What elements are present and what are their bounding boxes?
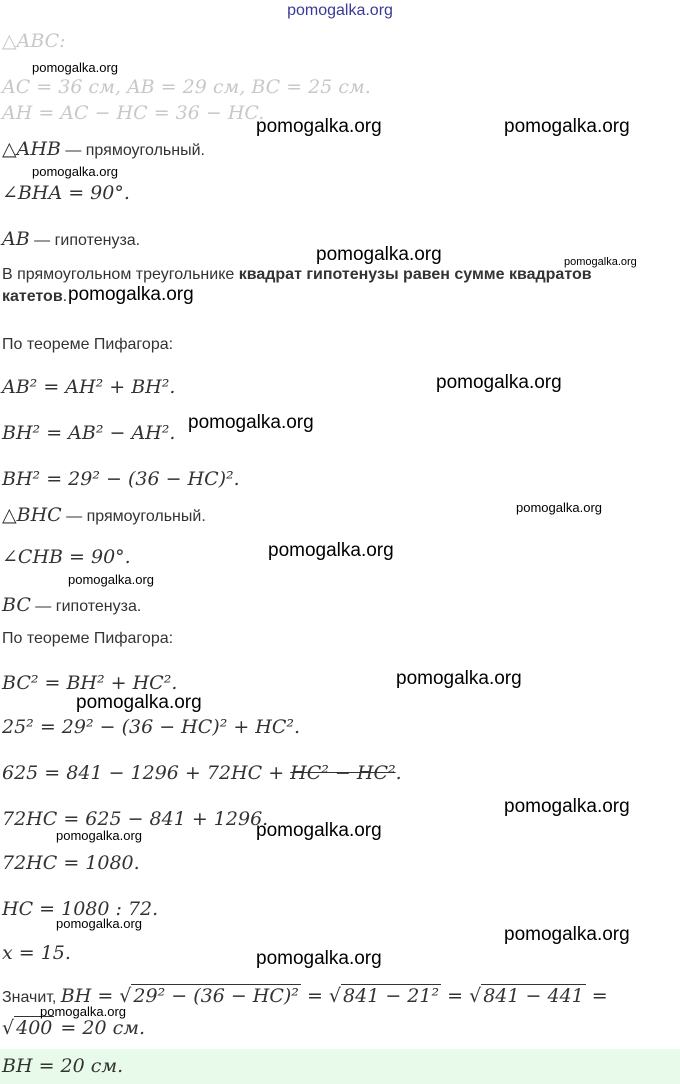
conclusion-result: = 20 см. xyxy=(54,1017,146,1039)
watermark: pomogalka.org xyxy=(68,572,154,587)
hypotenuse-bc-math: BC xyxy=(2,594,31,616)
watermark: pomogalka.org xyxy=(56,916,142,931)
watermark: pomogalka.org xyxy=(504,116,630,137)
triangle-abc-heading: △ABC: xyxy=(2,30,66,52)
equation-1: AB² = AH² + BH². xyxy=(2,376,176,398)
watermark: pomogalka.org xyxy=(504,924,630,945)
given-sides: AC = 36 см, AB = 29 см, BC = 25 см. xyxy=(2,76,371,98)
rule-end: . xyxy=(62,288,68,305)
equation-9: HC = 1080 : 72. xyxy=(2,898,159,920)
conclusion-math-4: = xyxy=(585,985,608,1007)
hypotenuse-bc xyxy=(2,594,141,616)
watermark: pomogalka.org xyxy=(256,116,382,137)
by-pythagoras-1: По теореме Пифагора: xyxy=(2,336,174,353)
watermark: pomogalka.org xyxy=(516,500,602,515)
cancelled-terms: HC² − HC² xyxy=(290,762,396,784)
radicand-400: 400 xyxy=(16,1017,53,1039)
triangle-bhc-math: △BHC xyxy=(2,504,62,526)
triangle-ahb-statement xyxy=(2,138,205,160)
equation-8: 72HC = 1080. xyxy=(2,852,140,874)
watermark: pomogalka.org xyxy=(76,692,202,713)
answer-box xyxy=(0,1049,680,1084)
triangle-ahb-text: — прямоугольный. xyxy=(60,142,205,159)
watermark: pomogalka.org xyxy=(56,828,142,843)
watermark: pomogalka.org xyxy=(188,412,314,433)
rule-bold-1: квадрат гипотенузы равен сумме квадратов xyxy=(238,266,592,283)
equation-7: 72HC = 625 − 841 + 1296. xyxy=(2,808,269,830)
watermark: pomogalka.org xyxy=(68,284,194,305)
equation-4: BC² = BH² + HC². xyxy=(2,672,178,694)
equation-5: 25² = 29² − (36 − HC)² + HC². xyxy=(2,716,301,738)
triangle-ahb-math: △AHB xyxy=(2,138,61,160)
radicand-2: 841 − 21² xyxy=(343,985,440,1007)
equation-6-end: . xyxy=(395,762,402,784)
triangle-bhc-text: — прямоугольный. xyxy=(61,508,206,525)
hypotenuse-ab-text: — гипотенуза. xyxy=(29,232,141,249)
sqrt-symbol: √ xyxy=(2,1017,15,1039)
watermark: pomogalka.org xyxy=(256,820,382,841)
watermark: pomogalka.org xyxy=(396,668,522,689)
watermark: pomogalka.org xyxy=(564,256,637,268)
rule-bold-2: катетов xyxy=(2,288,63,305)
conclusion-math-3: = √ xyxy=(441,985,482,1007)
conclusion-math-2: = √ xyxy=(300,985,342,1007)
watermark: pomogalka.org xyxy=(316,244,442,265)
angle-bha: ∠BHA = 90°. xyxy=(2,182,130,204)
equation-2: BH² = AB² − AH². xyxy=(2,422,176,444)
watermark: pomogalka.org xyxy=(40,1004,126,1019)
watermark: pomogalka.org xyxy=(504,796,630,817)
watermark: pomogalka.org xyxy=(256,948,382,969)
equation-6-main: 625 = 841 − 1296 + 72HC + xyxy=(2,762,291,784)
watermark: pomogalka.org xyxy=(32,60,118,75)
conclusion-line-2 xyxy=(2,1016,145,1039)
radicand-1: 29² − (36 − HC)² xyxy=(133,985,299,1007)
equation-3: BH² = 29² − (36 − HC)². xyxy=(2,468,240,490)
watermark: pomogalka.org xyxy=(32,164,118,179)
conclusion-math-1: BH = √ xyxy=(60,985,132,1007)
conclusion-word: Значит, xyxy=(2,989,61,1006)
hypotenuse-ab-math: AB xyxy=(2,228,30,250)
equation-10: x = 15. xyxy=(2,942,71,964)
answer-text: BH = 20 см. xyxy=(2,1055,124,1077)
ah-expression: AH = AC − HC = 36 − HC. xyxy=(2,102,265,124)
angle-chb: ∠CHB = 90°. xyxy=(2,546,131,568)
equation-6 xyxy=(2,762,402,784)
watermark: pomogalka.org xyxy=(268,540,394,561)
hypotenuse-bc-text: — гипотенуза. xyxy=(30,598,142,615)
watermark: pomogalka.org xyxy=(436,372,562,393)
by-pythagoras-2: По теореме Пифагора: xyxy=(2,630,174,647)
triangle-bhc-statement xyxy=(2,504,206,526)
site-header-watermark[interactable]: pomogalka.org xyxy=(287,2,393,19)
hypotenuse-ab xyxy=(2,228,140,250)
rule-start: В прямоугольном треугольнике xyxy=(2,266,239,283)
radicand-3: 841 − 441 xyxy=(483,985,584,1007)
